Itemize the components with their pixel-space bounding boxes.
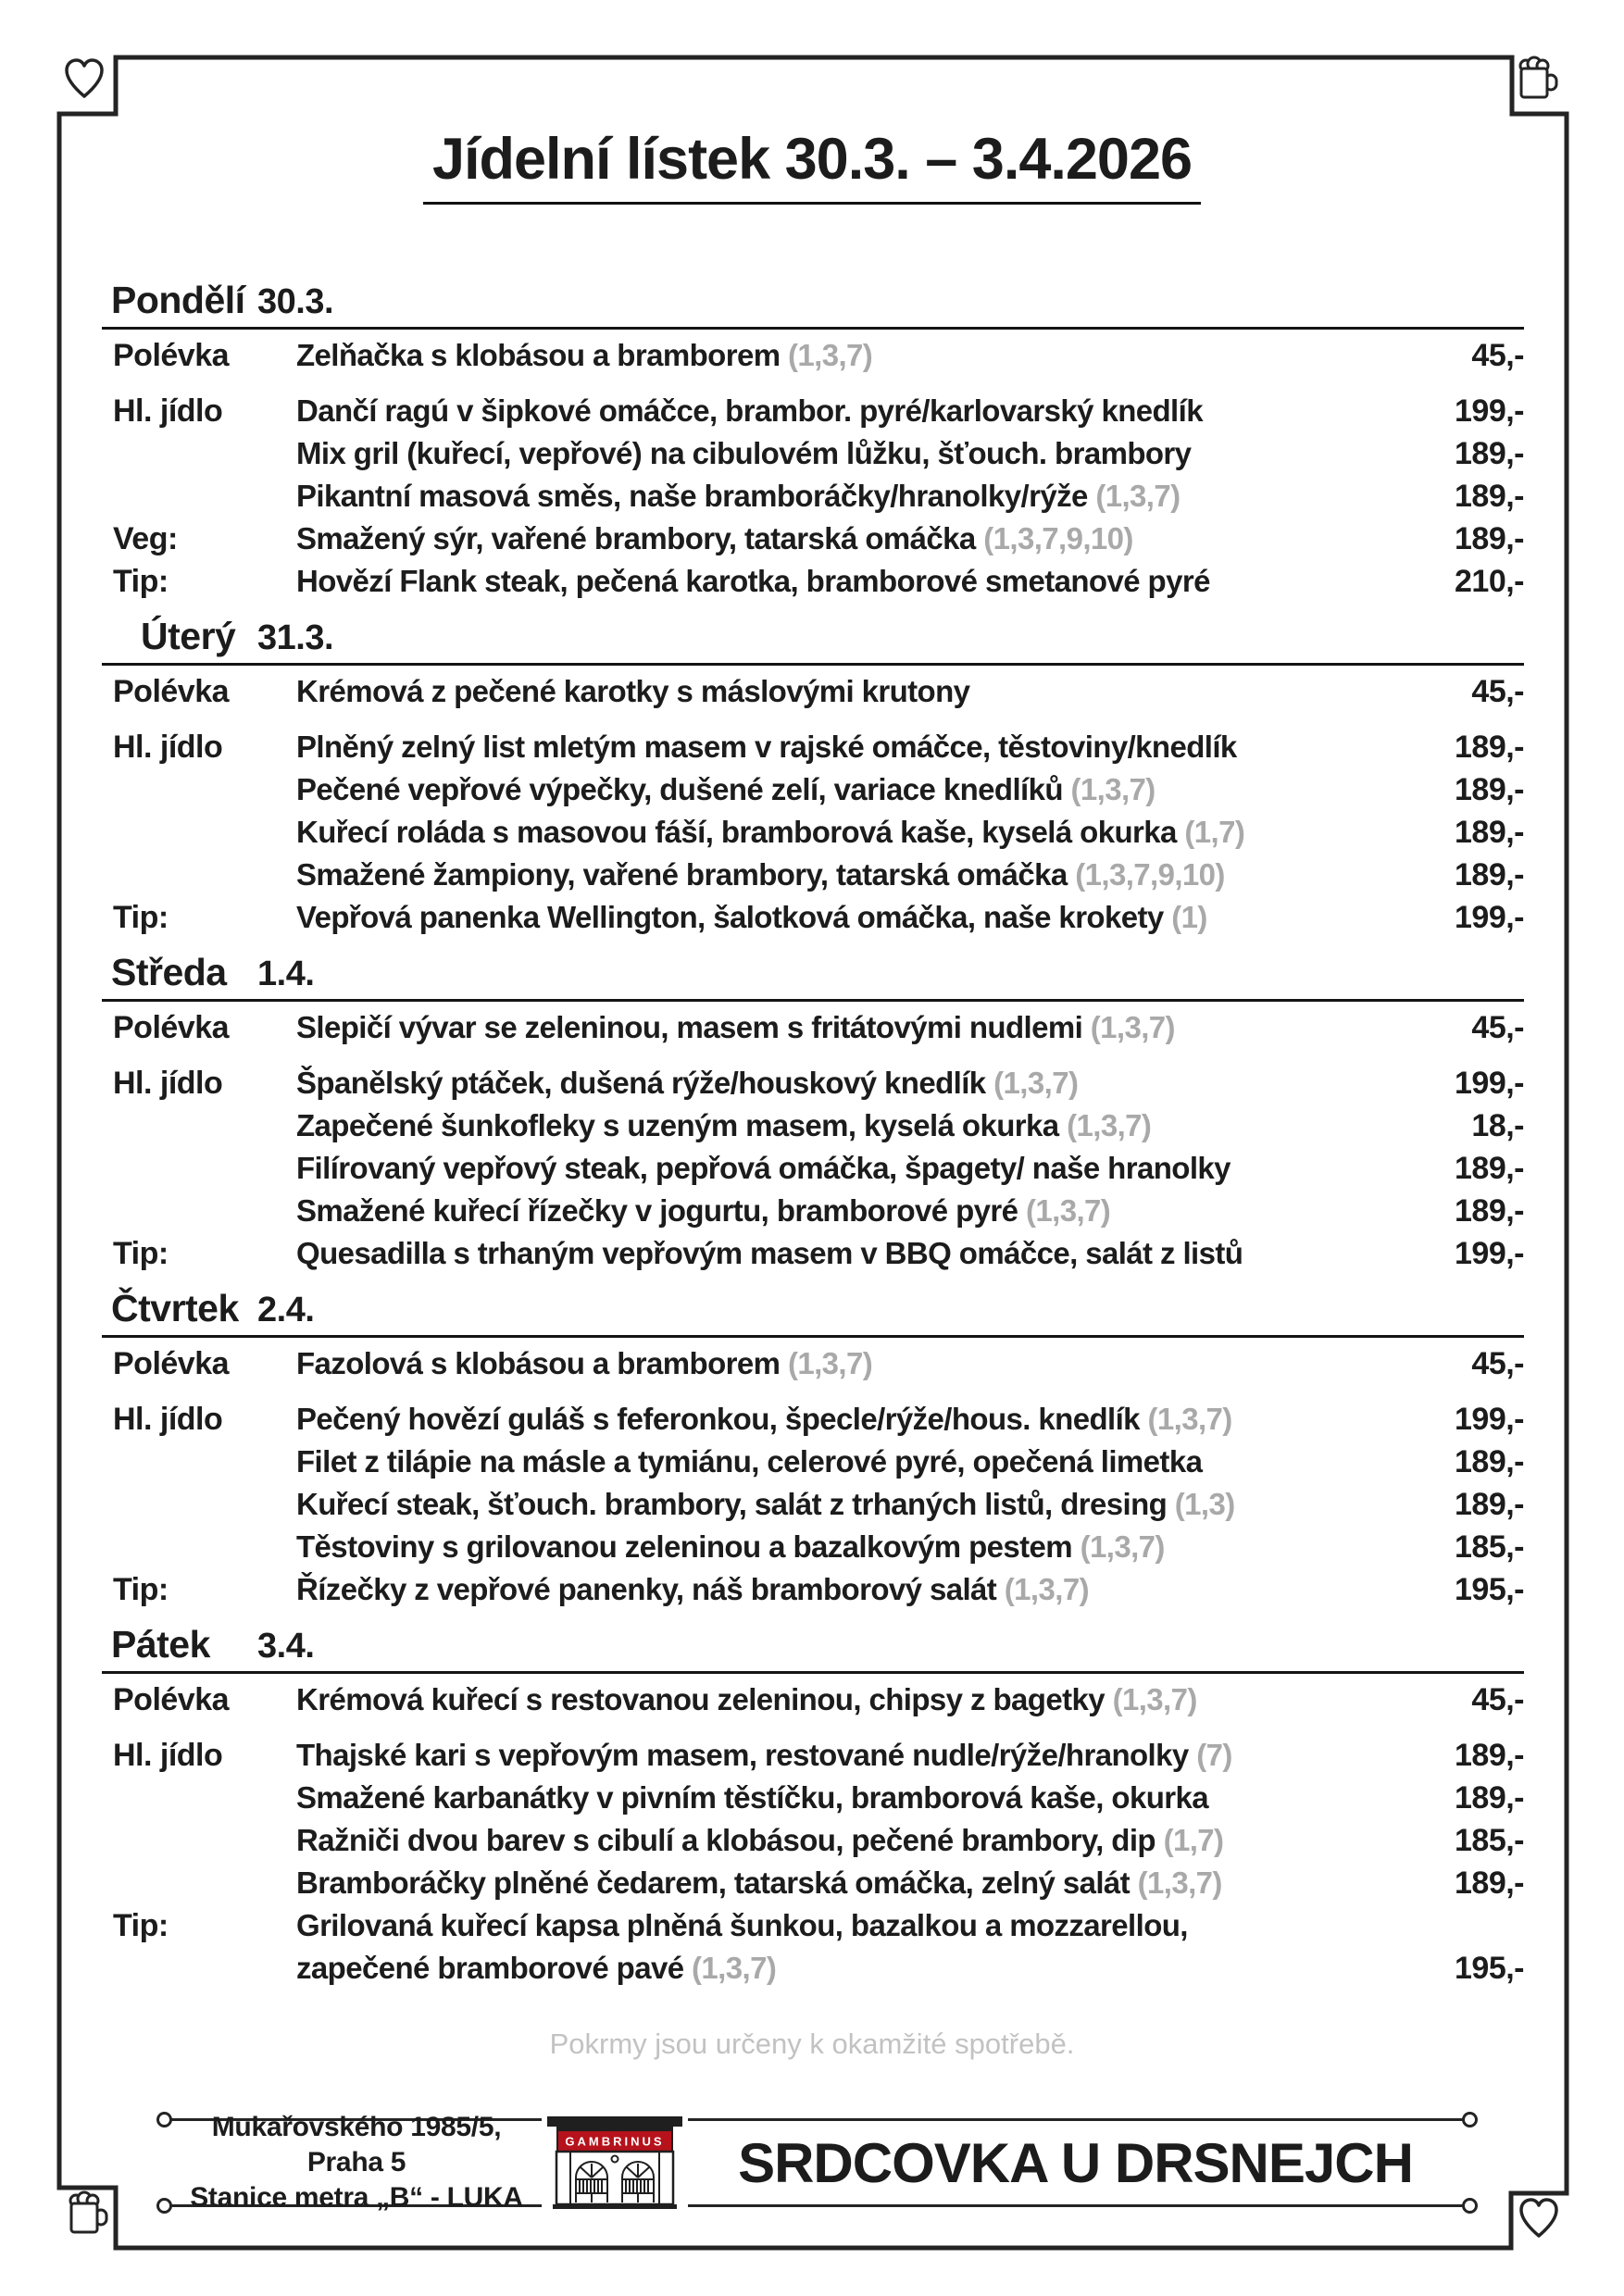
menu-row [102,1526,1524,1568]
menu-row [102,1862,1524,1904]
dish-price: 18,- [1471,1108,1524,1143]
allergen-codes: (1,3,7) [993,1066,1079,1100]
menu-row [102,475,1524,518]
menu-row [102,1104,1524,1147]
dish-label: Polévka [113,1010,230,1045]
day-name: Pondělí [111,279,245,321]
footer [171,2112,1463,2213]
allergen-codes: (1,3,7) [1080,1529,1165,1564]
address-block [171,2112,542,2213]
allergen-codes: (1,3,7) [1147,1402,1232,1436]
dish-label [102,1104,296,1147]
menu-row [102,1777,1524,1819]
day-section [102,950,1524,1275]
dish-label [102,1190,296,1232]
menu-row [102,1190,1524,1232]
dish-price: 189,- [1455,1193,1524,1229]
menu-days [102,278,1524,2001]
restaurant-name: SRDCOVKA U DRSNEJCH [688,2118,1463,2207]
dish-label [102,854,296,896]
dish-price: 45,- [1471,1346,1524,1381]
dish-price [1404,1904,1524,1947]
address-line-1: Mukařovského 1985/5, Praha 5 [211,2112,502,2177]
dish-label: Tip: [113,1236,169,1271]
dish-text: Krémová z pečené karotky s máslovými krutony [296,674,970,708]
menu-row [102,1904,1524,1947]
page-title [0,126,1624,205]
day-date: 30.3. [257,282,334,321]
menu-row [102,334,1524,377]
dish-text: Zapečené šunkofleky s uzeným masem, kyselá okurka (1,3,7) [296,1108,1152,1142]
dish-price: 199,- [1455,1402,1524,1437]
dish-label: Veg: [113,521,178,556]
dish-text: Španělský ptáček, dušená rýže/houskový knedlík (1,3,7) [296,1066,1079,1100]
dish-price: 199,- [1455,900,1524,935]
allergen-codes: (1,3,7) [692,1951,777,1985]
menu-row [102,1147,1524,1190]
dish-price: 189,- [1455,1780,1524,1816]
page-title-text: Jídelní lístek 30.3. – 3.4.2026 [423,126,1201,205]
menu-row [102,1819,1524,1862]
dish-price: 199,- [1455,393,1524,429]
dish-text: Kuřecí steak, šťouch. brambory, salát z trhaných listů, dresing (1,3) [296,1487,1235,1521]
dish-price: 189,- [1455,521,1524,556]
menu-row [102,1483,1524,1526]
dish-label: Polévka [113,338,230,373]
dish-text: Zelňačka s klobásou a bramborem (1,3,7) [296,338,873,372]
dish-text: Smažený sýr, vařené brambory, tatarská omáčka (1,3,7,9,10) [296,521,1133,555]
dish-price: 45,- [1471,1682,1524,1717]
allergen-codes: (1,3,7,9,10) [1075,857,1225,892]
gambrinus-logo-text: GAMBRINUS [565,2134,665,2149]
dish-price: 185,- [1455,1823,1524,1858]
day-date: 1.4. [257,955,315,993]
dish-label: Tip: [113,564,169,599]
dish-text: Těstoviny s grilovanou zeleninou a bazalkovým pestem (1,3,7) [296,1529,1165,1564]
dish-label [102,432,296,475]
day-section [102,278,1524,603]
menu-row [102,854,1524,896]
dish-text: Grilovaná kuřecí kapsa plněná šunkou, bazalkou a mozzarellou, [296,1908,1188,1942]
menu-row [102,1062,1524,1104]
menu-row [102,1678,1524,1721]
dish-price: 189,- [1455,772,1524,807]
dish-label: Tip: [113,900,169,935]
dish-label [102,1947,296,1990]
dish-price: 210,- [1455,564,1524,599]
menu-row [102,1342,1524,1385]
dish-price: 185,- [1455,1529,1524,1565]
allergen-codes: (1,3,7) [1070,772,1156,806]
allergen-codes: (1,3,7) [1026,1193,1111,1228]
consumption-note: Pokrmy jsou určeny k okamžité spotřebě. [549,2028,1075,2060]
day-section [102,614,1524,939]
dish-label: Polévka [113,1682,230,1717]
allergen-codes: (1,3,7) [1112,1682,1197,1716]
dish-text: Pečený hovězí guláš s feferonkou, špecle/rýže/hous. knedlík (1,3,7) [296,1402,1232,1436]
menu-row [102,670,1524,713]
dish-price: 189,- [1455,815,1524,850]
dish-price: 199,- [1455,1066,1524,1101]
heart-icon [1521,2200,1556,2236]
dish-price: 189,- [1455,479,1524,514]
dish-label [102,1777,296,1819]
menu-row [102,896,1524,939]
day-section [102,1622,1524,1990]
dish-label: Tip: [113,1572,169,1607]
day-header [102,1286,1524,1338]
dish-text: Dančí ragú v šipkové omáčce, brambor. pyré/karlovarský knedlík [296,393,1203,428]
dish-label [102,1526,296,1568]
dish-price: 45,- [1471,674,1524,709]
dish-label: Polévka [113,1346,230,1381]
menu-row [102,768,1524,811]
dish-label [102,1147,296,1190]
dish-label: Hl. jídlo [113,1402,223,1437]
dish-text: Řízečky z vepřové panenky, náš bramborový salát (1,3,7) [296,1572,1089,1606]
day-header [102,1622,1524,1674]
dish-label: Hl. jídlo [113,1738,223,1773]
day-name: Středa [111,951,227,993]
dish-text: Krémová kuřecí s restovanou zeleninou, chipsy z bagetky (1,3,7) [296,1682,1197,1716]
day-header [102,278,1524,330]
dish-text: Pikantní masová směs, naše bramboráčky/hranolky/rýže (1,3,7) [296,479,1181,513]
dish-label: Hl. jídlo [113,393,223,429]
menu-row [102,518,1524,560]
menu-row [102,1734,1524,1777]
allergen-codes: (1,3,7) [1137,1866,1222,1900]
dish-price: 189,- [1455,1738,1524,1773]
dish-text: Smažené karbanátky v pivním těstíčku, bramborová kaše, okurka [296,1780,1209,1815]
menu-row [102,390,1524,432]
dish-label: Hl. jídlo [113,730,223,765]
dish-text: Slepičí vývar se zeleninou, masem s fritátovými nudlemi (1,3,7) [296,1010,1175,1044]
menu-row [102,1006,1524,1049]
allergen-codes: (1,3,7) [1095,479,1181,513]
dish-text: Filírovaný vepřový steak, pepřová omáčka, špagety/ naše hranolky [296,1151,1230,1185]
dish-price: 189,- [1455,1444,1524,1479]
day-date: 2.4. [257,1291,315,1329]
allergen-codes: (1) [1171,900,1207,934]
heart-icon [67,60,102,96]
dish-price: 45,- [1471,338,1524,373]
menu-row [102,1568,1524,1611]
dish-price: 189,- [1455,436,1524,471]
day-header [102,950,1524,1002]
dish-label [102,475,296,518]
dish-label [102,1862,296,1904]
beer-mug-icon [70,2192,106,2232]
allergen-codes: (1,3,7) [1004,1572,1089,1606]
day-name: Čtvrtek [111,1287,239,1329]
day-date: 3.4. [257,1627,315,1666]
allergen-codes: (1,3,7) [1067,1108,1152,1142]
dish-text: Thajské kari s vepřovým masem, restované nudle/rýže/hranolky (7) [296,1738,1232,1772]
menu-row [102,1232,1524,1275]
dish-text: Quesadilla s trhaným vepřovým masem v BBQ omáčce, salát z listů [296,1236,1243,1270]
dish-text: Hovězí Flank steak, pečená karotka, bramborové smetanové pyré [296,564,1210,598]
day-section [102,1286,1524,1611]
dish-label: Tip: [113,1908,169,1943]
menu-row [102,811,1524,854]
dish-text: Vepřová panenka Wellington, šalotková omáčka, naše krokety (1) [296,900,1207,934]
dish-label [102,1819,296,1862]
dish-price: 45,- [1471,1010,1524,1045]
menu-row [102,1441,1524,1483]
dish-label [102,1441,296,1483]
day-date: 31.3. [257,618,334,657]
allergen-codes: (1,3,7,9,10) [983,521,1133,555]
allergen-codes: (1,7) [1163,1823,1224,1857]
dish-price: 189,- [1455,730,1524,765]
dish-text: Mix gril (kuřecí, vepřové) na cibulovém lůžku, šťouch. brambory [296,436,1192,470]
dish-price: 195,- [1455,1951,1524,1986]
dish-label: Polévka [113,674,230,709]
dish-price: 189,- [1455,1866,1524,1901]
dish-price: 189,- [1455,857,1524,892]
allergen-codes: (1,3) [1174,1487,1235,1521]
dish-label [102,811,296,854]
allergen-codes: (1,3,7) [1090,1010,1175,1044]
allergen-codes: (1,3,7) [787,1346,873,1380]
allergen-codes: (7) [1196,1738,1232,1772]
menu-row [102,726,1524,768]
dish-text: Smažené kuřecí řízečky v jogurtu, bramborové pyré (1,3,7) [296,1193,1111,1228]
dish-label [102,1483,296,1526]
menu-row [102,432,1524,475]
dish-text: Pečené vepřové výpečky, dušené zelí, variace knedlíků (1,3,7) [296,772,1156,806]
dish-text: Fazolová s klobásou a bramborem (1,3,7) [296,1346,873,1380]
dish-label: Hl. jídlo [113,1066,223,1101]
dish-text: Smažené žampiony, vařené brambory, tatarská omáčka (1,3,7,9,10) [296,857,1225,892]
dish-label [102,768,296,811]
day-header [102,614,1524,666]
menu-row [102,1947,1524,1990]
day-name: Pátek [111,1623,210,1666]
allergen-codes: (1,3,7) [788,338,873,372]
menu-row [102,1398,1524,1441]
address-line-2: Stanice metra „B“ - LUKA [190,2182,523,2213]
day-name: Úterý [141,615,236,657]
dish-text: Filet z tilápie na másle a tymiánu, celerové pyré, opečená limetka [296,1444,1203,1479]
dish-text: Plněný zelný list mletým masem v rajské omáčce, těstoviny/knedlík [296,730,1237,764]
menu-row [102,560,1524,603]
allergen-codes: (1,7) [1184,815,1245,849]
dish-text: Kuřecí roláda s masovou fáší, bramborová kaše, kyselá okurka (1,7) [296,815,1245,849]
dish-price: 189,- [1455,1151,1524,1186]
dish-price: 199,- [1455,1236,1524,1271]
gambrinus-logo [542,2118,688,2207]
dish-text: Ražniči dvou barev s cibulí a klobásou, pečené brambory, dip (1,7) [296,1823,1224,1857]
dish-price: 195,- [1455,1572,1524,1607]
dish-text: Bramboráčky plněné čedarem, tatarská omáčka, zelný salát (1,3,7) [296,1866,1222,1900]
beer-mug-icon [1520,57,1556,97]
dish-price: 189,- [1455,1487,1524,1522]
dish-text: zapečené bramborové pavé (1,3,7) [296,1951,777,1985]
gambrinus-logo-image [545,2115,684,2211]
